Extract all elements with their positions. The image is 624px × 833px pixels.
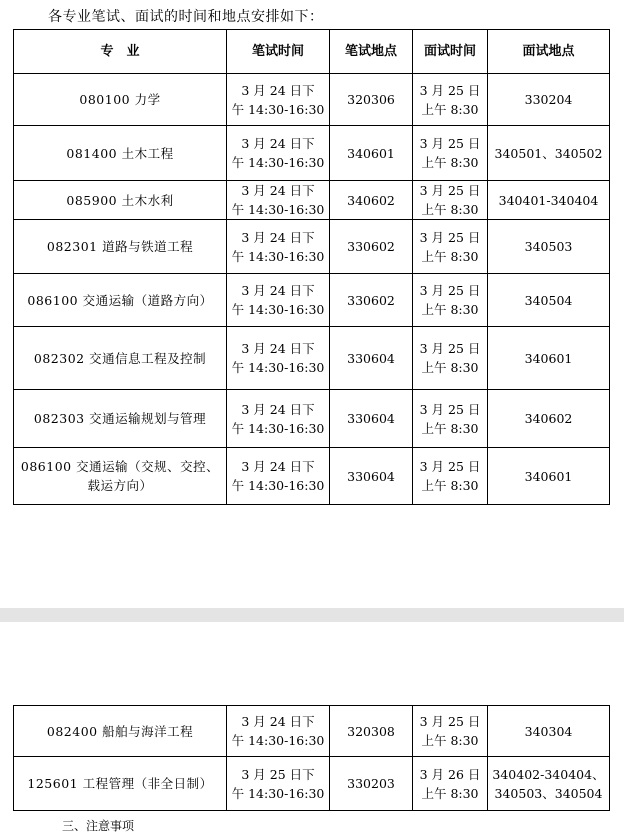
interview-time-line: 3 月 25 日: [419, 401, 481, 417]
major-cell: 086100 交通运输（交规、交控、载运方向）: [14, 448, 227, 505]
written-place-cell: 330604: [330, 390, 413, 448]
interview-time-line: 上午 8:30: [421, 478, 479, 493]
table-row: [14, 220, 610, 274]
written-time-line: 午 14:30-16:30: [231, 785, 325, 801]
interview-time-cell: [413, 274, 488, 327]
written-place-cell: 340602: [330, 181, 413, 220]
interview-place-cell: [488, 126, 610, 181]
written-time-line: 3 月 24 日下: [241, 183, 315, 198]
table-row: [14, 74, 610, 126]
written-time-cell: [227, 757, 330, 811]
header-written-place: 笔试地点: [330, 30, 413, 74]
written-time-line: 3 月 24 日下: [241, 82, 315, 98]
interview-place-line: 340601: [524, 468, 573, 484]
header-major: 专 业: [14, 30, 227, 74]
interview-place-cell: [488, 390, 610, 448]
interview-place-line: 340503、340504: [494, 785, 603, 801]
written-place-cell: 330604: [330, 327, 413, 390]
written-time-line: 午 14:30-16:30: [231, 733, 325, 748]
interview-time-cell: [413, 327, 488, 390]
interview-time-line: 3 月 25 日: [419, 136, 481, 151]
header-written-time: 笔试时间: [227, 30, 330, 74]
interview-time-line: 3 月 25 日: [419, 229, 481, 245]
major-cell: 082400 船舶与海洋工程: [14, 706, 227, 757]
page-separator: [0, 608, 624, 622]
interview-time-line: 上午 8:30: [421, 101, 479, 117]
written-place-cell: 330602: [330, 220, 413, 274]
written-time-line: 午 14:30-16:30: [231, 478, 325, 493]
interview-time-line: 3 月 25 日: [419, 341, 481, 356]
header-interview-time: 面试时间: [413, 30, 488, 74]
interview-place-line: 330204: [524, 92, 573, 107]
written-time-line: 午 14:30-16:30: [231, 202, 325, 217]
interview-time-line: 3 月 25 日: [419, 183, 481, 198]
written-time-line: 午 14:30-16:30: [231, 360, 325, 375]
interview-time-line: 3 月 25 日: [419, 714, 481, 729]
interview-time-line: 上午 8:30: [421, 360, 479, 375]
interview-time-line: 上午 8:30: [421, 302, 479, 317]
next-section-heading: 三、注意事项: [62, 819, 135, 833]
table-row: [14, 274, 610, 327]
written-time-cell: [227, 327, 330, 390]
written-time-cell: [227, 390, 330, 448]
interview-time-cell: [413, 390, 488, 448]
table-row: [14, 390, 610, 448]
table-row: [14, 757, 610, 811]
written-time-line: 午 14:30-16:30: [231, 420, 325, 436]
written-time-line: 3 月 24 日下: [241, 283, 315, 298]
major-cell: 085900 土木水利: [14, 181, 227, 220]
interview-place-line: 340602: [524, 411, 573, 426]
written-time-cell: [227, 220, 330, 274]
interview-place-line: 340504: [524, 292, 573, 308]
interview-place-line: 340601: [524, 350, 573, 366]
interview-time-cell: [413, 181, 488, 220]
interview-place-line: 340402-340404、: [492, 766, 605, 782]
written-time-line: 午 14:30-16:30: [231, 248, 325, 264]
interview-time-line: 上午 8:30: [421, 733, 479, 748]
written-time-cell: [227, 706, 330, 757]
written-time-cell: [227, 181, 330, 220]
written-place-cell: 340601: [330, 126, 413, 181]
interview-place-line: 340501、340502: [494, 145, 603, 161]
table-row: [14, 448, 610, 505]
interview-time-cell: [413, 706, 488, 757]
major-cell: 080100 力学: [14, 74, 227, 126]
written-time-line: 午 14:30-16:30: [231, 302, 325, 317]
table-row: [14, 327, 610, 390]
table-row: [14, 706, 610, 757]
interview-time-line: 上午 8:30: [421, 785, 479, 801]
major-cell: 082302 交通信息工程及控制: [14, 327, 227, 390]
written-time-line: 3 月 24 日下: [241, 714, 315, 729]
interview-time-line: 上午 8:30: [421, 202, 479, 217]
interview-place-cell: [488, 448, 610, 505]
major-cell: 125601 工程管理（非全日制）: [14, 757, 227, 811]
interview-time-line: 上午 8:30: [421, 155, 479, 170]
written-time-line: 午 14:30-16:30: [231, 101, 325, 117]
interview-time-cell: [413, 126, 488, 181]
interview-time-line: 上午 8:30: [421, 248, 479, 264]
written-time-line: 3 月 24 日下: [241, 459, 315, 474]
interview-place-cell: [488, 274, 610, 327]
interview-time-line: 3 月 26 日: [419, 766, 481, 782]
table-row: [14, 126, 610, 181]
written-place-cell: 330203: [330, 757, 413, 811]
interview-place-cell: [488, 220, 610, 274]
major-cell: 086100 交通运输（道路方向）: [14, 274, 227, 327]
written-time-line: 3 月 25 日下: [241, 766, 315, 782]
interview-place-cell: [488, 757, 610, 811]
written-time-cell: [227, 126, 330, 181]
interview-place-cell: [488, 181, 610, 220]
interview-time-line: 3 月 25 日: [419, 283, 481, 298]
schedule-table-continued: [13, 705, 610, 811]
interview-time-cell: [413, 220, 488, 274]
interview-time-cell: [413, 448, 488, 505]
written-time-line: 3 月 24 日下: [241, 229, 315, 245]
major-cell: 082301 道路与铁道工程: [14, 220, 227, 274]
written-time-line: 3 月 24 日下: [241, 136, 315, 151]
interview-place-line: 340401-340404: [498, 192, 599, 208]
written-time-line: 3 月 24 日下: [241, 341, 315, 356]
written-place-cell: 320308: [330, 706, 413, 757]
interview-time-line: 3 月 25 日: [419, 459, 481, 474]
interview-place-line: 340304: [524, 723, 573, 739]
table-row: [14, 181, 610, 220]
table-header-row: [14, 30, 610, 74]
interview-place-cell: [488, 74, 610, 126]
interview-place-line: 340503: [524, 239, 573, 254]
schedule-table: [13, 29, 610, 505]
interview-time-cell: [413, 74, 488, 126]
intro-text: 各专业笔试、面试的时间和地点安排如下：: [48, 9, 324, 25]
major-cell: 082303 交通运输规划与管理: [14, 390, 227, 448]
interview-time-line: 3 月 25 日: [419, 82, 481, 98]
interview-time-cell: [413, 757, 488, 811]
written-place-cell: 330604: [330, 448, 413, 505]
written-time-line: 3 月 24 日下: [241, 401, 315, 417]
written-time-cell: [227, 274, 330, 327]
written-place-cell: 320306: [330, 74, 413, 126]
header-interview-place: 面试地点: [488, 30, 610, 74]
interview-place-cell: [488, 706, 610, 757]
written-time-cell: [227, 74, 330, 126]
written-time-cell: [227, 448, 330, 505]
major-cell: 081400 土木工程: [14, 126, 227, 181]
interview-place-cell: [488, 327, 610, 390]
written-place-cell: 330602: [330, 274, 413, 327]
written-time-line: 午 14:30-16:30: [231, 155, 325, 170]
interview-time-line: 上午 8:30: [421, 420, 479, 436]
